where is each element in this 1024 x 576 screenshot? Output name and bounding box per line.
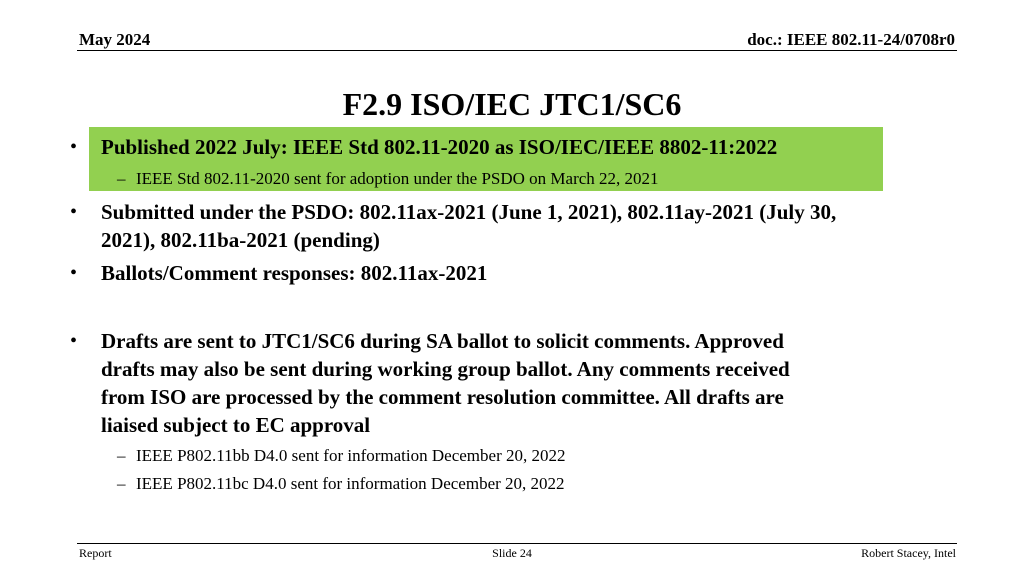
footer-author: Robert Stacey, Intel (861, 546, 956, 560)
bullet-marker: • (70, 262, 78, 284)
bullet-marker: • (70, 136, 78, 158)
footer-slide-number: Slide 24 (492, 546, 532, 560)
subitem-dash: – (117, 474, 126, 493)
bullet-2-line-1: Submitted under the PSDO: 802.11ax-2021 (June 1, 2021), 802.11ay-2021 (July 30, (101, 200, 837, 224)
footer-left: Report (79, 546, 112, 560)
header-date: May 2024 (79, 30, 151, 49)
bullet-marker: • (70, 330, 78, 352)
bullet-4-line-2: drafts may also be sent during working group ballot. Any comments received (101, 357, 790, 381)
bullet-4-line-3: from ISO are processed by the comment resolution committee. All drafts are (101, 385, 784, 409)
header-divider (77, 50, 957, 51)
subitem-4-1: IEEE P802.11bb D4.0 sent for information December 20, 2022 (136, 446, 566, 465)
bullet-4-line-4: liaised subject to EC approval (101, 413, 371, 437)
bullet-marker: • (70, 201, 78, 223)
footer-divider (77, 543, 957, 544)
slide-title: F2.9 ISO/IEC JTC1/SC6 (342, 86, 682, 122)
subitem-1-1: IEEE Std 802.11-2020 sent for adoption under the PSDO on March 22, 2021 (136, 169, 659, 188)
subitem-dash: – (117, 446, 126, 465)
subitem-4-2: IEEE P802.11bc D4.0 sent for information December 20, 2022 (136, 474, 565, 493)
subitem-dash: – (117, 169, 126, 188)
bullet-3-line-1: Ballots/Comment responses: 802.11ax-2021 (101, 261, 488, 285)
bullet-1-line-1: Published 2022 July: IEEE Std 802.11-2020 as ISO/IEC/IEEE 8802-11:2022 (101, 135, 778, 159)
bullet-2-line-2: 2021), 802.11ba-2021 (pending) (101, 228, 380, 252)
header-doc-id: doc.: IEEE 802.11-24/0708r0 (747, 30, 955, 49)
bullet-4-line-1: Drafts are sent to JTC1/SC6 during SA ballot to solicit comments. Approved (101, 329, 784, 353)
